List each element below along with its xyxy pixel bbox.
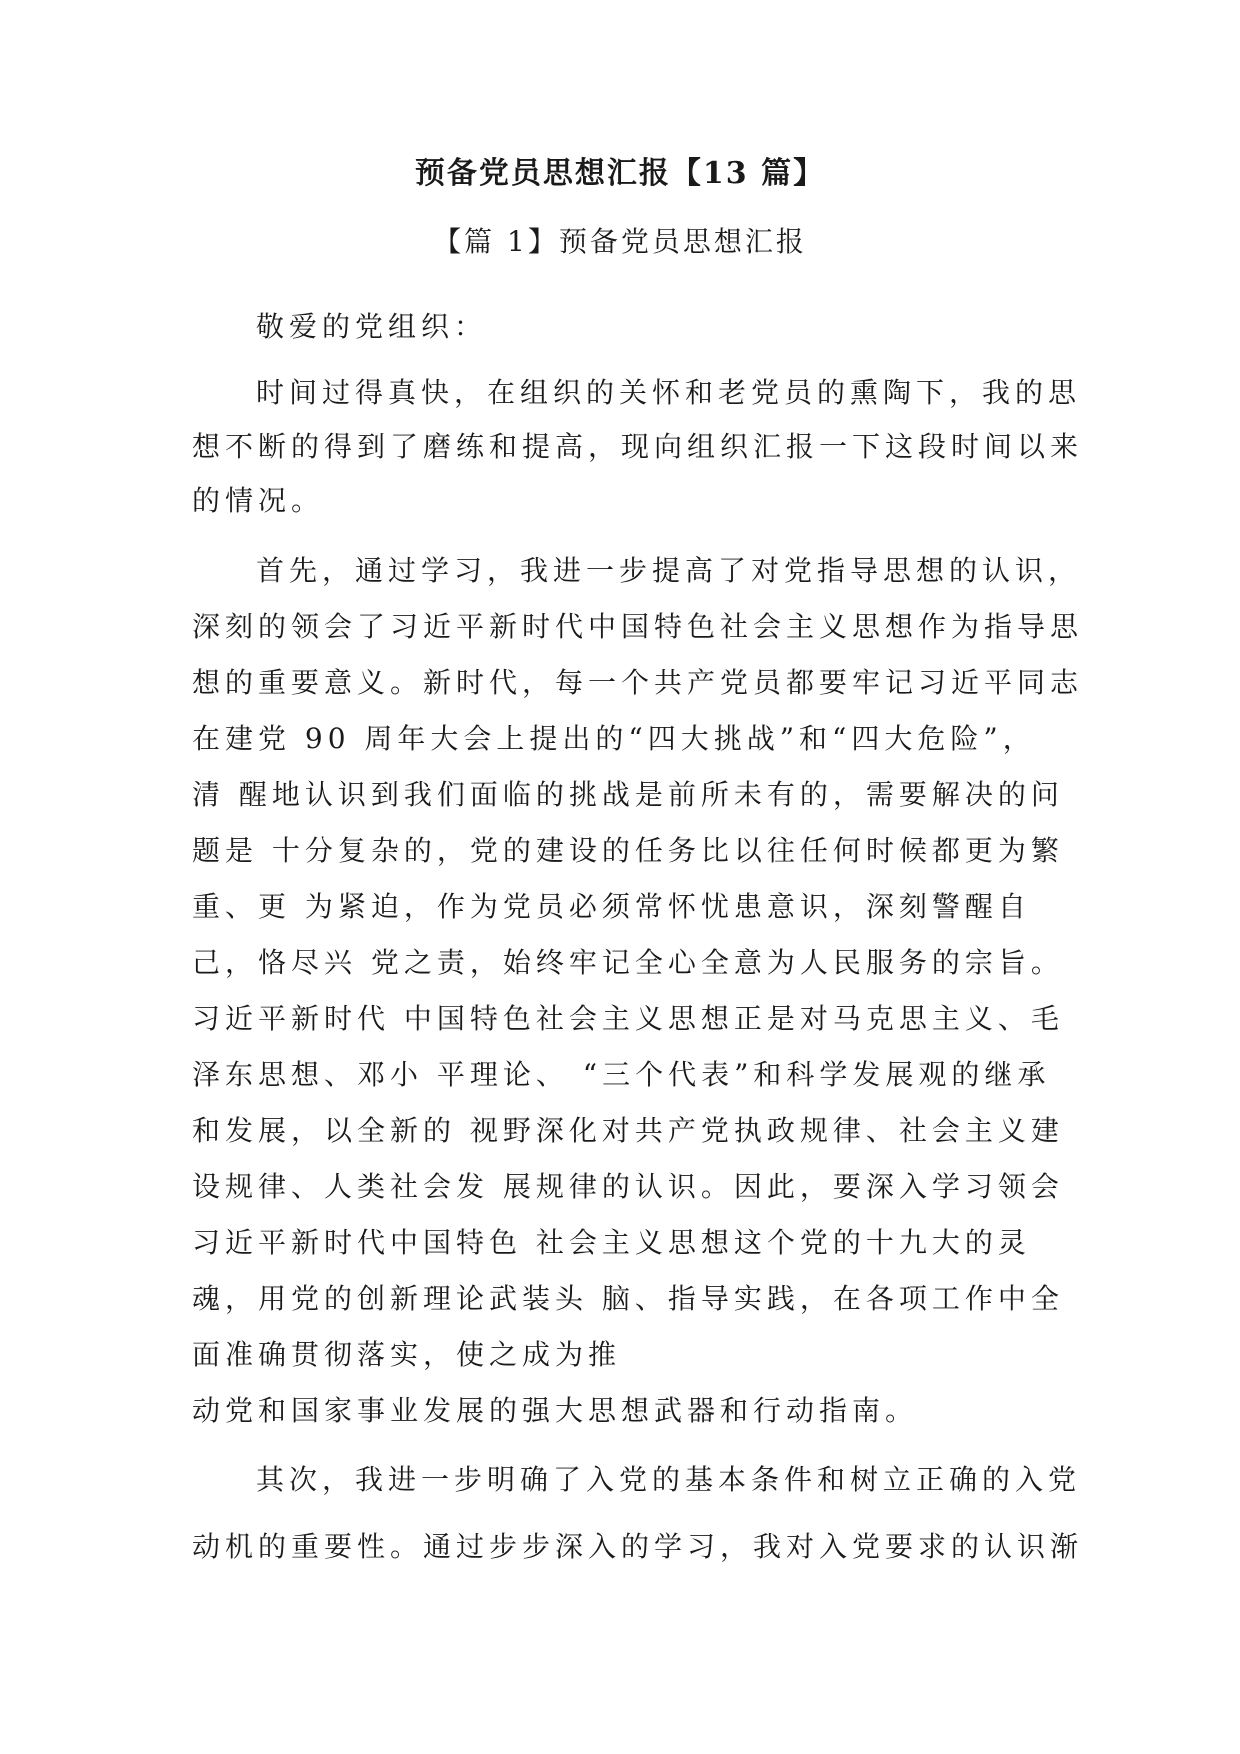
paragraph-line: 深刻的领会了习近平新时代中国特色社会主义思想作为指导思: [192, 610, 1084, 643]
paragraph-line: 动机的重要性。通过步步深入的学习，我对入党要求的认识渐: [192, 1530, 1084, 1563]
document-title: 预备党员思想汇报【13 篇】: [414, 156, 826, 191]
paragraph-line: 设规律、人类社会发 展规律的认识。因此，要深入学习领会: [192, 1170, 1064, 1203]
paragraph-line: 和发展，以全新的 视野深化对共产党执政规律、社会主义建: [192, 1114, 1064, 1147]
paragraph-line: 魂，用党的创新理论武装头 脑、指导实践，在各项工作中全: [192, 1282, 1064, 1315]
salutation-line: 敬爱的党组织：: [256, 310, 488, 343]
paragraph-line: 想不断的得到了磨练和提高，现向组织汇报一下这段时间以来: [192, 430, 1084, 463]
paragraph-line: 动党和国家事业发展的强大思想武器和行动指南。: [192, 1394, 919, 1427]
paragraph-line: 习近平新时代中国特色 社会主义思想这个党的十九大的灵: [192, 1226, 1031, 1259]
paragraph-line: 首先，通过学习，我进一步提高了对党指导思想的认识，: [256, 554, 1082, 587]
paragraph-line: 泽东思想、邓小 平理论、 “三个代表”和科学发展观的继承: [192, 1058, 1051, 1091]
paragraph-line: 清 醒地认识到我们面临的挑战是前所未有的，需要解决的问: [192, 778, 1064, 811]
paragraph-line: 习近平新时代 中国特色社会主义思想正是对马克思主义、毛: [192, 1002, 1064, 1035]
paragraph-line: 面准确贯彻落实，使之成为推: [192, 1338, 622, 1371]
paragraph-line: 题是 十分复杂的，党的建设的任务比以往任何时候都更为繁: [192, 834, 1064, 867]
paragraph-line: 在建党 90 周年大会上提出的“四大挑战”和“四大危险”，: [192, 722, 1036, 755]
paragraph-line: 己，恪尽兴 党之责，始终牢记全心全意为人民服务的宗旨。: [192, 946, 1064, 979]
paragraph-line: 重、更 为紧迫，作为党员必须常怀忧患意识，深刻警醒自: [192, 890, 1031, 923]
section-subtitle: 【篇 1】预备党员思想汇报: [433, 225, 807, 258]
paragraph-line: 时间过得真快，在组织的关怀和老党员的熏陶下，我的思: [256, 376, 1082, 409]
paragraph-line: 其次，我进一步明确了入党的基本条件和树立正确的入党: [256, 1463, 1082, 1496]
paragraph-line: 想的重要意义。新时代，每一个共产党员都要牢记习近平同志: [192, 666, 1084, 699]
paragraph-line: 的情况。: [192, 484, 325, 517]
